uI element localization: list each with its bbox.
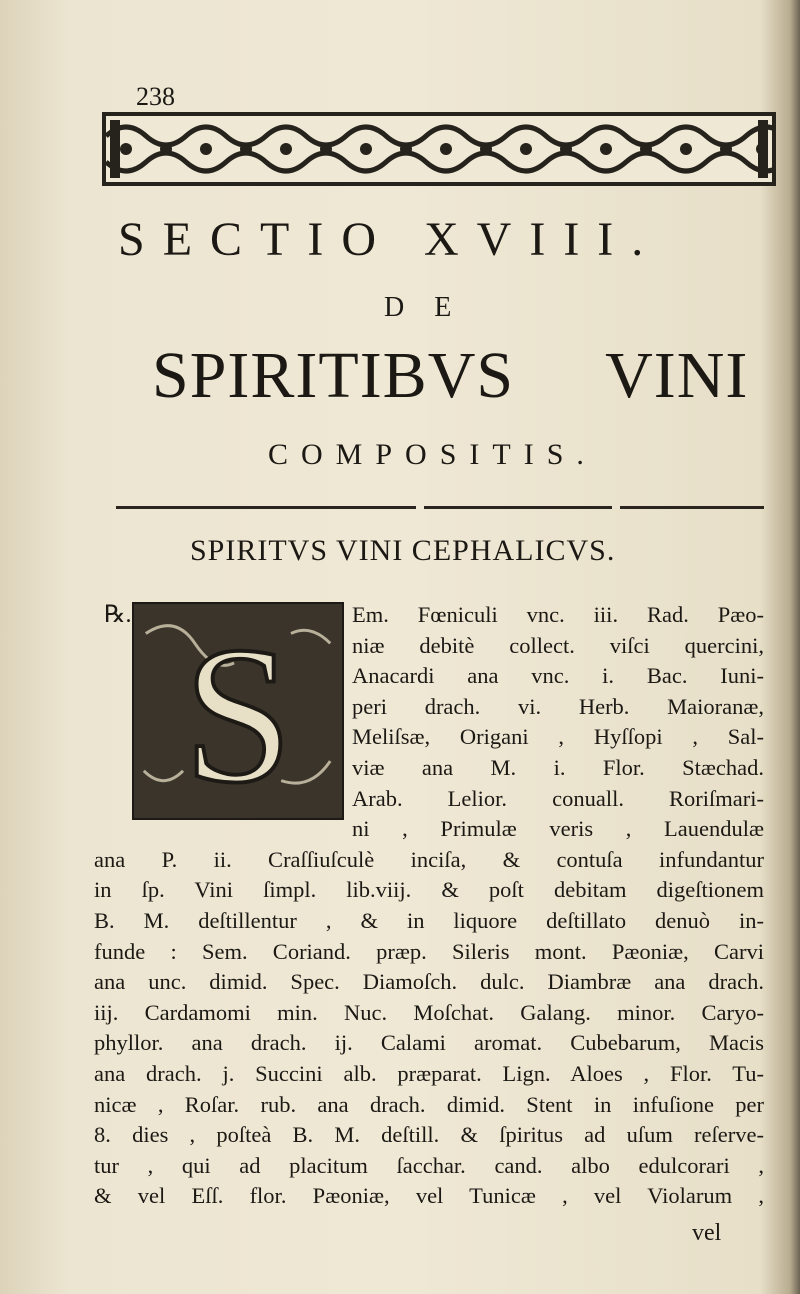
text-line: Meliſsæ, Origani , Hyſſopi , Sal- <box>352 724 764 750</box>
ornamental-headpiece <box>102 112 776 186</box>
text-line: tur , qui ad placitum ſacchar. cand. albo edulcorari , <box>94 1152 764 1178</box>
text-line: Em. Fœniculi vnc. iii. Rad. Pæo- <box>352 602 764 627</box>
divider-rule <box>116 506 416 509</box>
section-subtitle: COMPOSITIS. <box>268 438 597 471</box>
recipe-symbol: ℞. <box>104 602 132 628</box>
divider-rule <box>424 506 612 509</box>
text-line: ana drach. j. Succini alb. præparat. Lign. Aloes , Flor. Tu- <box>94 1061 764 1086</box>
catchword: vel <box>692 1220 722 1246</box>
recipe-title: SPIRITVS VINI CEPHALICVS. <box>190 534 616 567</box>
decorated-initial-s <box>132 602 344 820</box>
section-number: SECTIO XVIII. <box>118 213 662 266</box>
text-line: & vel Eſſ. flor. Pæoniæ, vel Tunicæ , vel Violarum , <box>94 1183 764 1209</box>
text-line: nicæ , Roſar. rub. ana drach. dimid. Stent in infuſione per <box>94 1091 764 1117</box>
text-line: viæ ana M. i. Flor. Stæchad. <box>352 755 764 780</box>
text-line: Anacardi ana vnc. i. Bac. Iuni- <box>352 663 764 689</box>
text-line: niæ debitè collect. viſci quercini, <box>352 632 764 658</box>
section-title <box>152 338 772 414</box>
divider-rule <box>620 506 764 509</box>
text-line: peri drach. vi. Herb. Maioranæ, <box>352 693 764 719</box>
heading-de: DE <box>384 292 482 323</box>
section-title-left: SPIRITIBVS <box>152 339 515 412</box>
text-line: 8. dies , poſteà B. M. deſtill. & ſpiritus ad uſum reſerve- <box>94 1122 764 1148</box>
text-line: in ſp. Vini ſimpl. lib.viij. & poſt debitam digeſtionem <box>94 877 764 903</box>
text-line: phyllor. ana drach. ij. Calami aromat. Cubebarum, Macis <box>94 1030 764 1056</box>
text-line: iij. Cardamomi min. Nuc. Moſchat. Galang. minor. Caryo- <box>94 999 764 1025</box>
text-line: ana unc. dimid. Spec. Diamoſch. dulc. Diambræ ana drach. <box>94 969 764 995</box>
page-number: 238 <box>136 82 175 111</box>
section-title-right: VINI <box>605 339 749 412</box>
text-line: ana P. ii. Craſſiuſculè inciſa, & contuſa infundantur <box>94 846 764 872</box>
text-line: Arab. Lelior. conuall. Roriſmari- <box>352 785 764 811</box>
text-line: fundе : Sem. Coriand. præp. Sileris mont. Pæoniæ, Carvi <box>94 938 764 964</box>
drop-cap-letter: S <box>183 606 293 818</box>
text-line: B. M. deſtillentur , & in liquore deſtillato denuò in- <box>94 908 764 933</box>
text-line: ni , Primulæ veris , Lauendulæ <box>352 816 764 842</box>
